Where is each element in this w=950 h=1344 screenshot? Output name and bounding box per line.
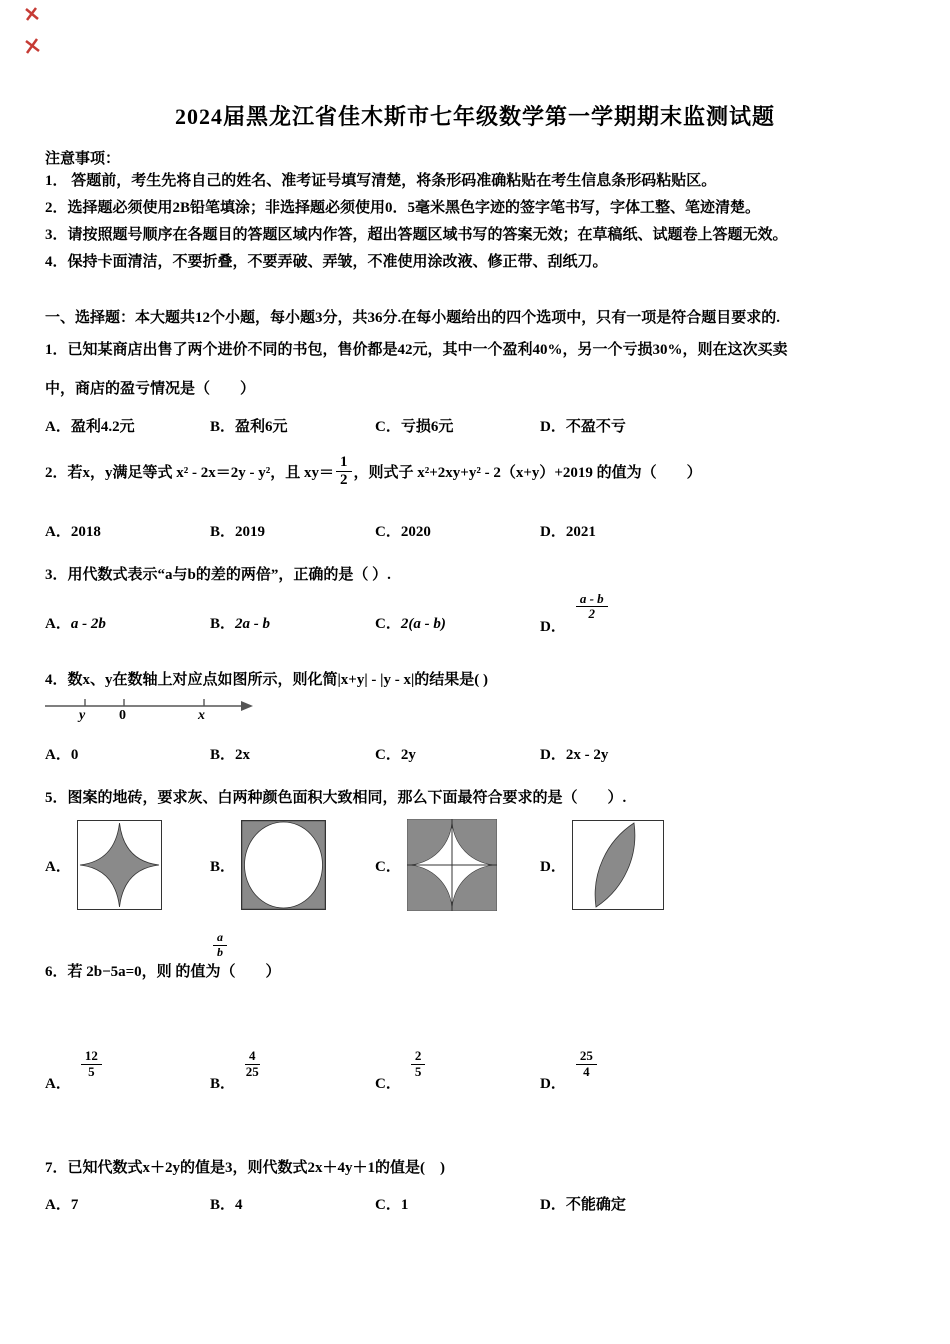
q3-option-c-expr: 2(a - b) bbox=[400, 615, 446, 632]
q5-option-a bbox=[45, 820, 210, 910]
q2-text-post: ，则式子 x²+2xy+y² - 2（x+y）+2019 的值为（ ） bbox=[353, 465, 702, 482]
q3-option-b: B．2a - b bbox=[210, 615, 271, 632]
question-4-options bbox=[45, 743, 905, 764]
q7-option-d: D．不能确定 bbox=[540, 1196, 626, 1213]
question-5-text: 5．图案的地砖，要求灰、白两种颜色面积大致相同，那么下面最符合要求的是（ ）. bbox=[45, 790, 627, 807]
question-1-line-1: 1．已知某商店出售了两个进价不同的书包，售价都是42元，其中一个盈利40%，另一个亏损30%，则在这次买卖 bbox=[45, 342, 788, 358]
q1-option-d: D．不盈不亏 bbox=[540, 419, 626, 435]
question-5-options bbox=[45, 819, 905, 911]
nl-label-y: y bbox=[79, 708, 86, 724]
q6-option-d: D． $\frac{25}{4}$ bbox=[540, 1069, 905, 1100]
q2-option-d: D．2021 bbox=[540, 523, 596, 540]
question-6-options bbox=[45, 1047, 905, 1100]
q5-option-d bbox=[540, 820, 905, 910]
q2-fraction-numerator: 1 bbox=[336, 454, 352, 472]
q6-option-a-fraction: $\frac{12}{5}$ bbox=[81, 1049, 102, 1080]
q5-tile-c-pinwheel-image bbox=[407, 819, 497, 911]
notice-item-1: 1． 答题前，考生先将自己的姓名、准考证号填写清楚，将条形码准确粘贴在考生信息条形码粘贴区。 bbox=[45, 173, 717, 189]
q5-tile-d-leaf-image bbox=[572, 820, 664, 910]
q5-tile-b-circle-image bbox=[241, 820, 326, 910]
q5-option-b-label: B． bbox=[210, 858, 236, 875]
notice-header: 注意事项： bbox=[45, 151, 121, 167]
nl-label-x: x bbox=[198, 708, 205, 724]
q2-option-b: B．2019 bbox=[210, 523, 266, 540]
q6-option-d-fraction: $\frac{25}{4}$ bbox=[576, 1049, 597, 1080]
q3-option-d-fraction: $\frac{a - b}{2}$ bbox=[576, 592, 608, 623]
q1-option-c: C．亏损6元 bbox=[375, 419, 454, 435]
red-pen-marks-icon bbox=[22, 5, 48, 57]
question-7-options bbox=[45, 1193, 905, 1214]
question-1-line-2: 中，商店的盈亏情况是（ ） bbox=[45, 381, 256, 397]
q2-text-pre: 2．若x，y满足等式 x² - 2x＝2y - y²，且 xy＝ bbox=[45, 465, 334, 482]
section-1-header: 一、选择题：本大题共12个小题，每小题3分，共36分.在每小题给出的四个选项中，只有一项是符合题目要求的. bbox=[45, 310, 781, 326]
notice-item-2: 2．选择题必须使用2B铅笔填涂；非选择题必须使用0．5毫米黑色字迹的签字笔书写，字体工整、笔迹清楚。 bbox=[45, 200, 761, 216]
q5-option-c-label: C． bbox=[375, 858, 401, 875]
q6-option-c: C． $\frac{2}{5}$ bbox=[375, 1069, 540, 1100]
q6-option-a: A． $\frac{12}{5}$ bbox=[45, 1069, 210, 1100]
question-4-text: 4．数x、y在数轴上对应点如图所示，则化简|x+y| - |y - x|的结果是( ) bbox=[45, 672, 488, 689]
q5-option-c bbox=[375, 819, 540, 911]
q3-option-a: A．a - 2b bbox=[45, 615, 106, 632]
q1-option-b: B．盈利6元 bbox=[210, 419, 288, 435]
q2-option-c: C．2020 bbox=[375, 523, 431, 540]
arrow-right-icon bbox=[241, 701, 253, 711]
nl-label-0: 0 bbox=[119, 708, 126, 724]
q7-option-a: A．7 bbox=[45, 1196, 79, 1213]
q6-fraction-numerator: a bbox=[213, 931, 227, 946]
q5-option-d-label: D． bbox=[540, 858, 566, 875]
q7-option-c: C．1 bbox=[375, 1196, 409, 1213]
q6-fraction-denominator: b bbox=[217, 945, 223, 960]
q5-option-a-label: A． bbox=[45, 858, 71, 875]
q6-option-b-fraction: $\frac{4}{25}$ bbox=[245, 1047, 259, 1079]
q5-option-b bbox=[210, 820, 375, 910]
question-1-options bbox=[45, 415, 905, 436]
page-title: 2024届黑龙江省佳木斯市七年级数学第一学期期末监测试题 bbox=[174, 104, 775, 129]
q3-option-b-expr: 2a - b bbox=[235, 615, 271, 632]
q3-option-c: C．2(a - b) bbox=[375, 615, 446, 632]
q1-option-a: A．盈利4.2元 bbox=[45, 419, 135, 435]
question-2-text bbox=[45, 454, 905, 490]
q5-tile-a-star-image bbox=[77, 820, 162, 910]
q4-option-b: B．2x bbox=[210, 747, 251, 764]
q4-option-a: A．0 bbox=[45, 747, 79, 764]
q2-option-a: A．2018 bbox=[45, 523, 101, 540]
q4-option-d: D．2x - 2y bbox=[540, 747, 609, 764]
question-3-options bbox=[45, 590, 905, 643]
question-3-text: 3．用代数式表示“a与b的差的两倍”，正确的是（ ）. bbox=[45, 566, 391, 583]
q3-option-a-expr: a - 2b bbox=[70, 615, 106, 632]
question-2-options bbox=[45, 520, 905, 541]
q2-fraction bbox=[336, 454, 352, 490]
q6-option-b: B． $\frac{4}{25}$ bbox=[210, 1047, 259, 1092]
q4-option-c: C．2y bbox=[375, 747, 416, 764]
q6-fraction bbox=[213, 931, 227, 960]
q6-option-c-fraction: $\frac{2}{5}$ bbox=[411, 1049, 426, 1080]
question-7-text: 7．已知代数式x＋2y的值是3，则代数式2x＋4y＋1的值是( ) bbox=[45, 1159, 445, 1176]
q3-option-d: D． $\frac{a - b}{2}$ bbox=[540, 612, 905, 643]
notice-item-3: 3．请按照题号顺序在各题目的答题区域内作答，超出答题区域书写的答案无效；在草稿纸、试题卷上答题无效。 bbox=[45, 227, 788, 243]
q2-fraction-denominator: 2 bbox=[340, 472, 348, 489]
q4-number-line-figure bbox=[45, 695, 305, 735]
q7-option-b: B．4 bbox=[210, 1196, 243, 1213]
question-6-text: 6．若 2b−5a=0，则 的值为（ ） bbox=[45, 963, 281, 980]
notice-item-4: 4．保持卡面清洁，不要折叠，不要弄破、弄皱，不准使用涂改液、修正带、刮纸刀。 bbox=[45, 254, 608, 270]
